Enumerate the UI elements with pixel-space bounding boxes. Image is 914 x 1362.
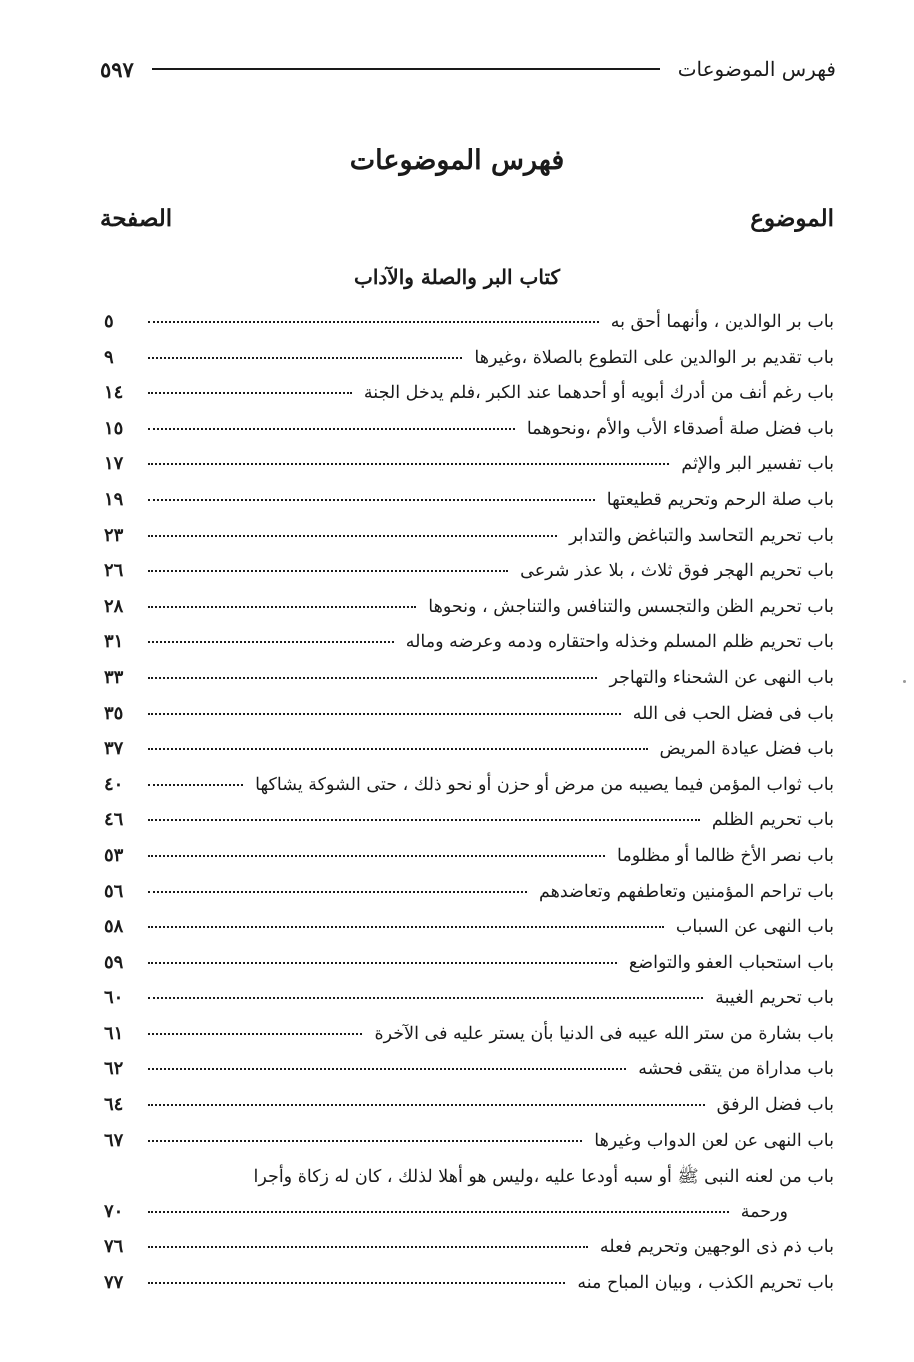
entry-title: باب النهى عن الشحناء والتهاجر <box>609 667 834 688</box>
entry-title-line2: ورحمة <box>740 1201 788 1222</box>
entry-page: ١٤ <box>104 382 124 404</box>
toc-entry[interactable] <box>104 1058 834 1094</box>
entry-page: ٤٠ <box>104 773 124 795</box>
entry-title: باب تحريم الغيبة <box>715 988 834 1009</box>
entry-title: باب النهى عن لعن الدواب وغيرها <box>594 1130 834 1151</box>
scan-speck <box>903 680 906 683</box>
toc-entry[interactable] <box>104 1130 834 1166</box>
page-number: ٥٩٧ <box>100 56 134 82</box>
dot-leader <box>148 428 515 430</box>
dot-leader <box>148 962 617 964</box>
toc-entry[interactable] <box>104 489 834 525</box>
entry-title: باب النهى عن السباب <box>675 917 834 938</box>
dot-leader <box>148 1211 729 1213</box>
dot-leader <box>148 819 700 821</box>
entry-title-line2-row <box>104 1201 834 1237</box>
entry-page: ٦٢ <box>104 1058 124 1080</box>
entry-title: باب تحريم الظلم <box>711 810 834 831</box>
entry-page: ١٥ <box>104 417 124 439</box>
toc-entry[interactable] <box>104 916 834 952</box>
entry-title: باب فضل صلة أصدقاء الأب والأم ،ونحوهما <box>526 418 834 439</box>
section-title: كتاب البر والصلة والآداب <box>354 265 560 289</box>
toc-entry[interactable] <box>104 809 834 845</box>
entry-title: باب ثواب المؤمن فيما يصيبه من مرض أو حزن أو نحو ذلك ، حتى الشوكة يشاكها <box>255 774 834 795</box>
entry-page: ٥٦ <box>104 880 124 902</box>
entry-page: ٥٣ <box>104 844 124 866</box>
entry-title: باب صلة الرحم وتحريم قطيعتها <box>606 489 834 510</box>
entry-title: باب بشارة من ستر الله عيبه فى الدنيا بأن يستر عليه فى الآخرة <box>374 1023 834 1044</box>
dot-leader <box>148 499 595 501</box>
toc-entry[interactable] <box>104 525 834 561</box>
entry-page: ٣٧ <box>104 738 124 760</box>
entry-page: ٧٧ <box>104 1272 124 1294</box>
entry-title: باب ذم ذى الوجهين وتحريم فعله <box>599 1237 834 1258</box>
entry-page: ٤٦ <box>104 809 124 831</box>
toc-entry[interactable] <box>104 952 834 988</box>
dot-leader <box>148 1033 362 1035</box>
column-headings <box>100 205 834 232</box>
dot-leader <box>148 926 664 928</box>
entry-title: باب تحريم الكذب ، وبيان المباح منه <box>577 1273 834 1294</box>
entry-page: ٥٨ <box>104 916 124 938</box>
toc-entry[interactable] <box>104 596 834 632</box>
dot-leader <box>148 535 557 537</box>
entry-title: باب استحباب العفو والتواضع <box>628 952 834 973</box>
toc-entry[interactable] <box>104 560 834 596</box>
dot-leader <box>148 891 527 893</box>
entry-page: ٦٤ <box>104 1094 124 1116</box>
toc-entry[interactable] <box>104 881 834 917</box>
entry-page: ٥٩ <box>104 951 124 973</box>
dot-leader <box>148 606 416 608</box>
running-header <box>100 52 836 86</box>
entry-page: ٧٠ <box>104 1200 124 1222</box>
dot-leader <box>148 713 621 715</box>
entry-page: ٩ <box>104 346 114 368</box>
dot-leader <box>148 357 462 359</box>
entry-page: ٦٠ <box>104 987 124 1009</box>
entry-title: باب تحريم الهجر فوق ثلاث ، بلا عذر شرعى <box>520 561 834 582</box>
entry-title: باب تحريم الظن والتجسس والتنافس والتناجش ، ونحوها <box>428 596 834 617</box>
entry-title: باب تفسير البر والإثم <box>681 454 834 475</box>
toc-entry[interactable] <box>104 774 834 810</box>
dot-leader <box>148 1140 582 1142</box>
entry-title: باب فى فضل الحب فى الله <box>632 703 834 724</box>
entry-title: باب رغم أنف من أدرك أبويه أو أحدهما عند الكبر ،فلم يدخل الجنة <box>363 383 834 404</box>
dot-leader <box>148 784 243 786</box>
dot-leader <box>148 641 394 643</box>
entry-page: ٣٥ <box>104 702 124 724</box>
toc-entry-multiline[interactable] <box>104 1165 834 1236</box>
entry-page: ١٧ <box>104 453 124 475</box>
entry-title: باب فضل عيادة المريض <box>659 739 834 760</box>
entry-page: ٢٦ <box>104 560 124 582</box>
toc-entry[interactable] <box>104 738 834 774</box>
toc-entry[interactable] <box>104 1272 834 1308</box>
entry-page: ٢٨ <box>104 595 124 617</box>
dot-leader <box>148 748 648 750</box>
entry-page: ٧٦ <box>104 1236 124 1258</box>
dot-leader <box>148 855 605 857</box>
dot-leader <box>148 1246 588 1248</box>
entry-title: باب بر الوالدين ، وأنهما أحق به <box>610 312 834 332</box>
entry-title: باب تراحم المؤمنين وتعاطفهم وتعاضدهم <box>539 881 834 902</box>
running-title: فهرس الموضوعات <box>677 57 836 81</box>
dot-leader <box>148 1282 565 1284</box>
entry-page: ٣١ <box>104 631 124 653</box>
entry-title: باب تحريم التحاسد والتباغض والتدابر <box>569 525 834 546</box>
entry-page: ٣٣ <box>104 666 124 688</box>
toc-entry[interactable] <box>104 703 834 739</box>
header-rule <box>152 68 660 70</box>
entry-title-line1: باب من لعنه النبى ﷺ أو سبه أودعا عليه ،وليس هو أهلا لذلك ، كان له زكاة وأجرا <box>253 1167 834 1188</box>
entry-title: باب تحريم ظلم المسلم وخذله واحتقاره ودمه وعرضه وماله <box>405 632 834 653</box>
entry-title: باب فضل الرفق <box>716 1095 834 1116</box>
entry-page: ١٩ <box>104 488 124 510</box>
toc-entry[interactable] <box>104 1236 834 1272</box>
toc-entry[interactable] <box>104 418 834 454</box>
entry-page: ٦١ <box>104 1022 124 1044</box>
toc-entry[interactable] <box>104 987 834 1023</box>
toc-entry[interactable] <box>104 347 834 383</box>
dot-leader <box>148 570 508 572</box>
dot-leader <box>148 1104 705 1106</box>
toc-entry[interactable] <box>104 1094 834 1130</box>
entry-page: ٢٣ <box>104 524 124 546</box>
toc-entry[interactable] <box>104 453 834 489</box>
dot-leader <box>148 997 703 999</box>
entry-page: ٥ <box>104 311 114 332</box>
page-column-heading: الصفحة <box>100 205 173 232</box>
page-title: فهرس الموضوعات <box>349 145 565 176</box>
entry-title: باب تقديم بر الوالدين على التطوع بالصلاة ،وغيرها <box>474 347 834 368</box>
entry-title: باب مداراة من يتقى فحشه <box>638 1059 834 1080</box>
entry-page: ٦٧ <box>104 1129 124 1151</box>
toc-entry[interactable] <box>104 667 834 703</box>
toc-entry[interactable] <box>104 382 834 418</box>
toc-entry[interactable] <box>104 311 834 347</box>
toc-entry[interactable] <box>104 1023 834 1059</box>
dot-leader <box>148 677 597 679</box>
toc-entry[interactable] <box>104 631 834 667</box>
dot-leader <box>148 1068 626 1070</box>
entry-title: باب نصر الأخ ظالما أو مظلوما <box>617 845 834 866</box>
dot-leader <box>148 321 599 323</box>
dot-leader <box>148 463 669 465</box>
topic-column-heading: الموضوع <box>750 205 834 232</box>
toc-entries <box>104 311 834 1308</box>
dot-leader <box>148 392 352 394</box>
toc-entry[interactable] <box>104 845 834 881</box>
